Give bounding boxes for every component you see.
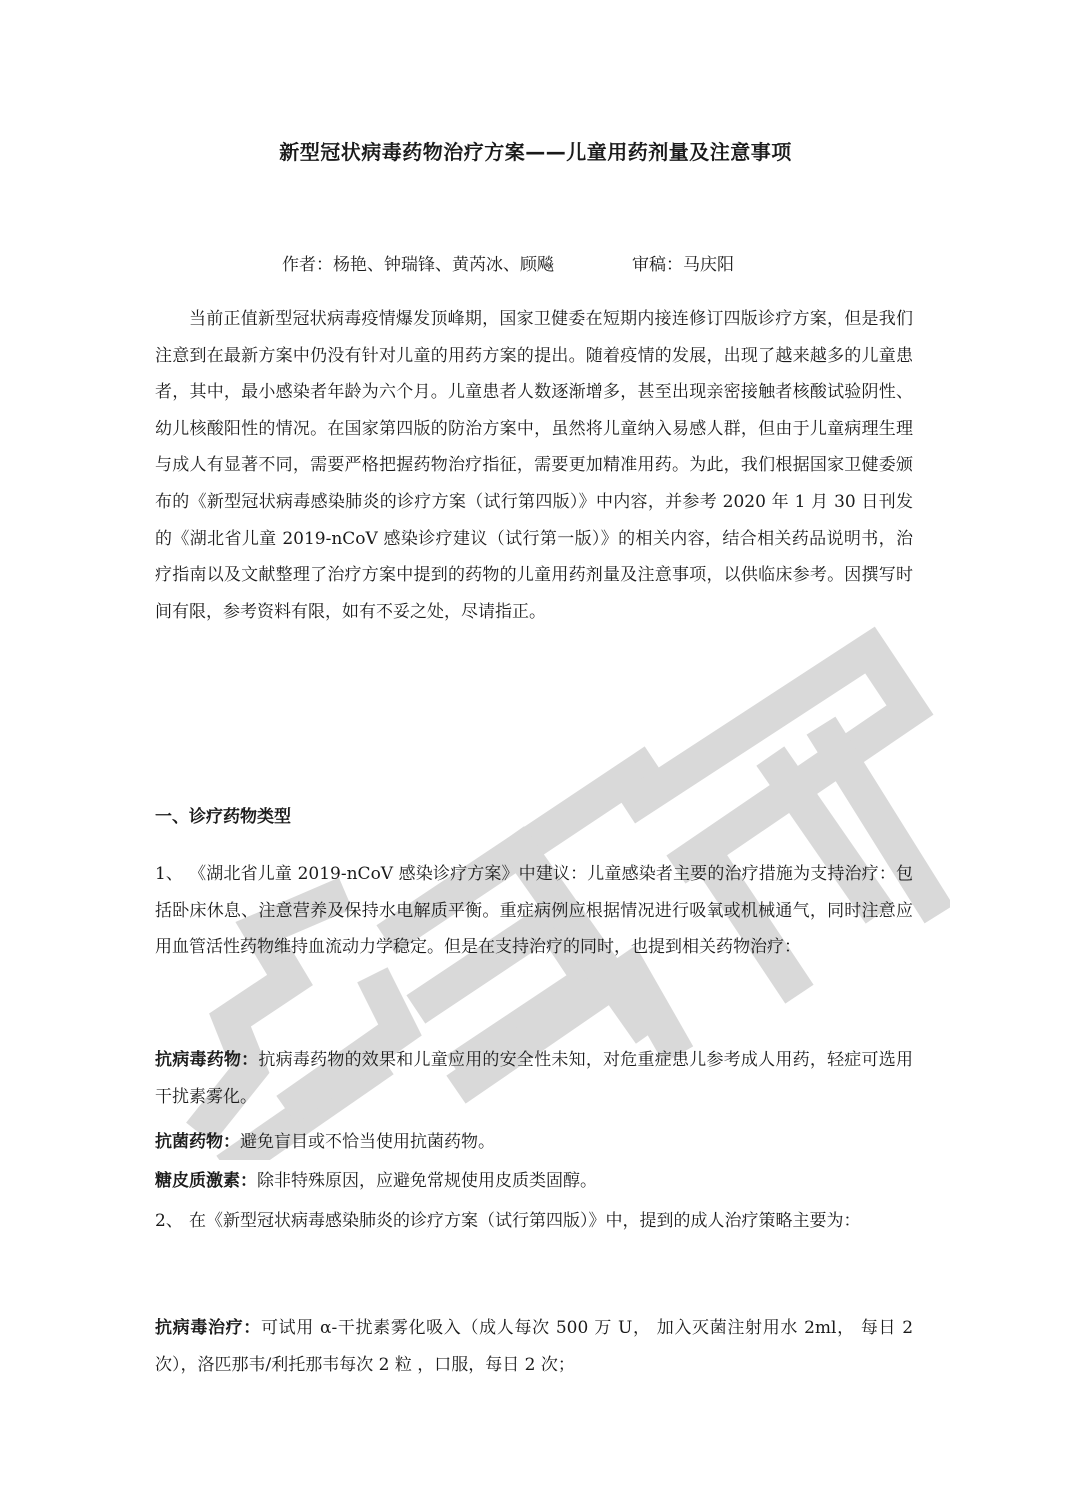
item-2-paragraph	[155, 1203, 913, 1240]
item-2-number: 2、	[155, 1211, 183, 1231]
antiviral-treatment-paragraph	[155, 1310, 913, 1383]
antiviral-treatment-label: 抗病毒治疗：	[155, 1318, 261, 1338]
antibacterial-paragraph	[155, 1124, 913, 1161]
glucocorticoid-paragraph	[155, 1163, 913, 1200]
item-2-text: 在《新型冠状病毒感染肺炎的诊疗方案（试行第四版）》中，提到的成人治疗策略主要为：	[189, 1211, 861, 1231]
glucocorticoid-label: 糖皮质激素：	[155, 1171, 257, 1191]
item-1-paragraph	[155, 856, 913, 966]
byline	[282, 250, 734, 275]
antibacterial-text: 避免盲目或不恰当使用抗菌药物。	[240, 1132, 495, 1152]
glucocorticoid-text: 除非特殊原因，应避免常规使用皮质类固醇。	[257, 1171, 597, 1191]
reviewer: 审稿：马庆阳	[632, 255, 734, 275]
item-1-text: 《湖北省儿童 2019-nCoV 感染诊疗方案》中建议：儿童感染者主要的治疗措施为支持治疗：包括卧床休息、注意营养及保持水电解质平衡。重症病例应根据情况进行吸氧或机械通气，同时注意应用血管活性药物维持血流动力学稳定。但是在支持治疗的同时，也提到相关药物治疗：	[155, 864, 913, 958]
antiviral-paragraph	[155, 1042, 913, 1115]
authors: 作者：杨艳、钟瑞锋、黄芮冰、顾飚	[282, 255, 554, 275]
item-1-number: 1、	[155, 864, 183, 884]
antiviral-treatment-text: 可试用 α-干扰素雾化吸入（成人每次 500 万 U， 加入灭菌注射用水 2ml， 每日 2 次），洛匹那韦/利托那韦每次 2 粒 ，口服，每日 2 次；	[155, 1318, 914, 1375]
antiviral-label: 抗病毒药物：	[155, 1050, 259, 1070]
antibacterial-label: 抗菌药物：	[155, 1132, 240, 1152]
antiviral-text: 抗病毒药物的效果和儿童应用的安全性未知，对危重症患儿参考成人用药，轻症可选用干扰素雾化。	[155, 1050, 914, 1107]
document-title: 新型冠状病毒药物治疗方案——儿童用药剂量及注意事项	[279, 140, 792, 164]
section-heading: 一、诊疗药物类型	[155, 807, 291, 827]
intro-paragraph: 当前正值新型冠状病毒疫情爆发顶峰期，国家卫健委在短期内接连修订四版诊疗方案，但是我们注意到在最新方案中仍没有针对儿童的用药方案的提出。随着疫情的发展，出现了越来越多的儿童患者，其中，最小感染者年龄为六个月。儿童患者人数逐渐增多，甚至出现亲密接触者核酸试验阴性、幼儿核酸阳性的情况。在国家第四版的防治方案中，虽然将儿童纳入易感人群，但由于儿童病理生理与成人有显著不同，需要严格把握药物治疗指征，需要更加精准用药。为此，我们根据国家卫健委颁布的《新型冠状病毒感染肺炎的诊疗方案（试行第四版）》中内容，并参考 2020 年 1 月 30 日刊发的《湖北省儿童 2019-nCoV 感染诊疗建议（试行第一版）》的相关内容，结合相关药品说明书，治疗指南以及文献整理了治疗方案中提到的药物的儿童用药剂量及注意事项，以供临床参考。因撰写时间有限，参考资料有限，如有不妥之处，尽请指正。	[155, 309, 913, 622]
